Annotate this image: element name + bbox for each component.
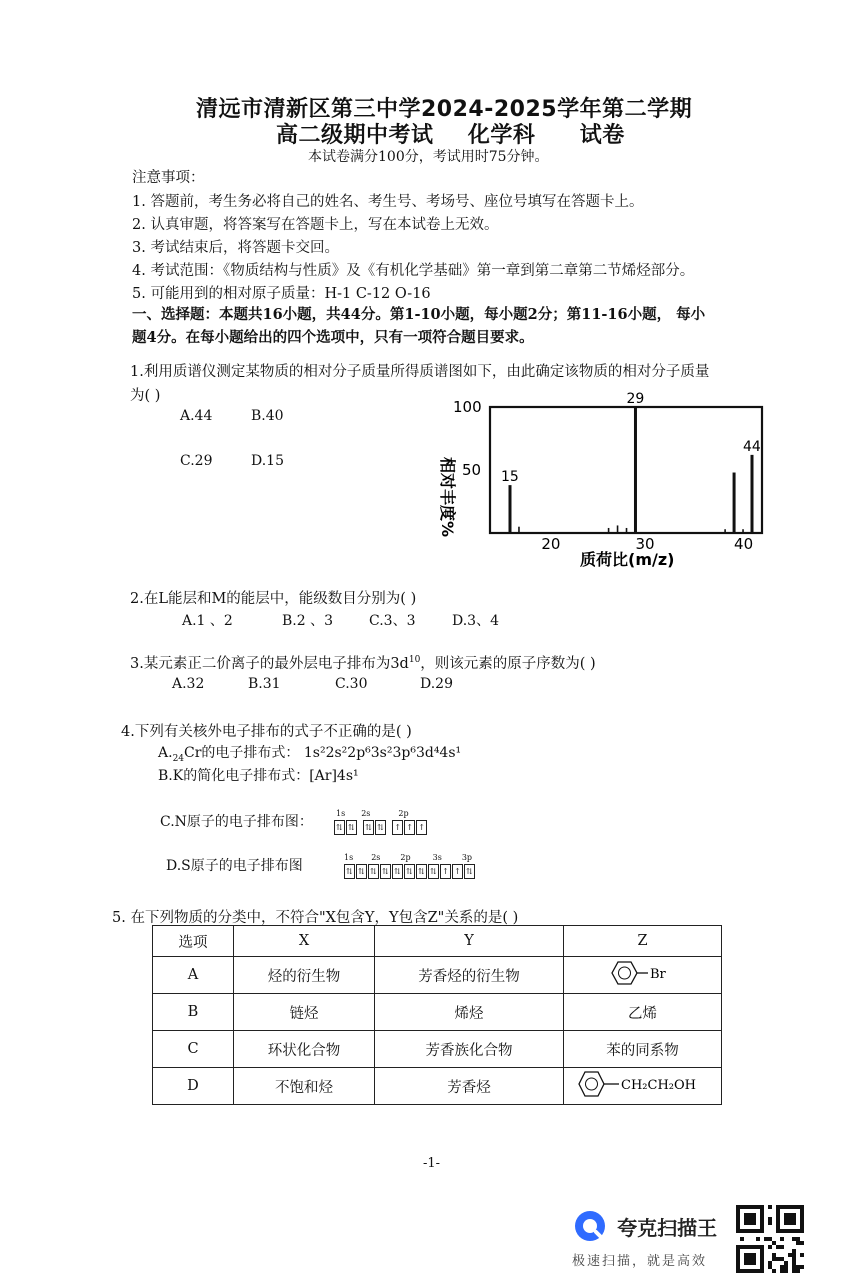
y-axis-label: 相对丰度%: [438, 457, 457, 538]
y-tick-label: 100: [453, 398, 482, 416]
q2-option-c: C.3、3: [369, 613, 416, 629]
notice-item: 2. 认真审题，将答案写在答题卡上，写在本试卷上无效。: [132, 217, 499, 233]
q4-option-b: B.K的简化电子排布式：[Ar]4s¹: [158, 768, 359, 784]
page-number: -1-: [423, 1156, 441, 1171]
q1-option-a: A.44: [180, 408, 213, 424]
q4-option-d: D.S原子的电子排布图: [166, 858, 303, 874]
mass-spectrum-chart: [420, 392, 770, 582]
table-row: C 环状化合物 芳香族化合物 苯的同系物: [153, 1031, 722, 1068]
scanner-watermark: [572, 1208, 717, 1244]
n-orbital-diagram: 1s 2s 2p ⇅ ⇅ ⇅ ⇅ ↑ ↑ ↑: [334, 807, 428, 835]
table-row: A 烃的衍生物 芳香烃的衍生物 Br: [153, 957, 722, 994]
notice-item: 4. 考试范围：《物质结构与性质》及《有机化学基础》第一章到第二章第二节烯烃部分。: [132, 263, 695, 279]
chart-frame: [490, 407, 762, 533]
classification-table: [152, 925, 722, 1105]
exam-title-line1: 清远市清新区第三中学2024-2025学年第二学期: [196, 97, 693, 122]
peak-label: 29: [626, 392, 645, 407]
s-orbital-diagram: 1s 2s 2p 3s 3p ⇅ ⇅ ⇅ ⇅ ⇅ ⇅ ⇅ ⇅ ↑ ↑ ⇅: [344, 851, 476, 879]
peak-label: 15: [501, 469, 519, 486]
table-header-row: [153, 926, 722, 957]
svg-text:Br: Br: [649, 967, 666, 982]
notice-item: 3. 考试结束后，将答题卡交回。: [132, 240, 339, 256]
q1-option-c: C.29: [180, 453, 213, 469]
phenylethanol-structure: [564, 1068, 722, 1105]
brand-name: 夸克扫描王: [617, 1215, 718, 1240]
x-tick-label: 20: [541, 535, 561, 553]
cr-configuration: 1s²2s²2p⁶3s²3p⁶3d⁴4s¹: [303, 745, 462, 761]
table-header: Z: [564, 926, 722, 957]
q4-option-a: $A._{24}Cr$的电子排布式： 1s²2s²2p⁶3s²3p⁶3d⁴4s¹: [158, 745, 462, 764]
q1-stem-line2: 为( ): [130, 388, 161, 404]
q5-stem: 5. 在下列物质的分类中，不符合"X包含Y，Y包含Z"关系的是( ): [112, 910, 519, 926]
x-tick-label: 40: [734, 535, 754, 553]
q3-option-b: B.31: [248, 676, 281, 692]
q2-option-b: B.2 、3: [282, 613, 334, 629]
notice-item: 5. 可能用到的相对原子质量：H-1 C-12 O-16: [132, 286, 431, 302]
table-header: 选项: [153, 926, 234, 957]
q3-option-d: D.29: [420, 676, 453, 692]
exam-subtitle: 本试卷满分100分，考试用时75分钟。: [308, 149, 549, 165]
exam-title-subject: 化学科: [467, 123, 536, 148]
q4-option-c: C.N原子的电子排布图：: [160, 814, 313, 830]
exam-title-grade: 高二级期中考试: [276, 123, 434, 148]
q1-option-d: D.15: [251, 453, 284, 469]
table-row: D 不饱和烃 芳香烃 CH₂CH₂OH: [153, 1068, 722, 1105]
q3-stem: 3.某元素正二价离子的最外层电子排布为$3d^{10}$，则该元素的原子序数为( ): [130, 655, 596, 672]
qr-code-icon: [736, 1205, 804, 1273]
q2-option-a: A.1 、2: [182, 613, 233, 629]
notice-heading: 注意事项：: [132, 170, 205, 186]
q3-option-c: C.30: [335, 676, 368, 692]
notice-item: 1. 答题前，考生务必将自己的姓名、考生号、考场号、座位号填写在答题卡上。: [132, 194, 644, 210]
benzene-ring-icon: [573, 1069, 713, 1099]
q1-stem-line1: 1.利用质谱仪测定某物质的相对分子质量所得质谱图如下，由此确定该物质的相对分子质量: [130, 364, 710, 380]
brand-slogan: 极速扫描，就是高效: [572, 1254, 708, 1269]
quark-logo-icon: [572, 1208, 608, 1244]
q2-option-d: D.3、4: [452, 613, 499, 629]
q3-option-a: A.32: [172, 676, 205, 692]
bromobenzene-structure: [564, 957, 722, 994]
q4-stem: 4.下列有关核外电子排布的式子不正确的是( ): [121, 724, 412, 740]
q2-stem: 2.在L能层和M的能层中，能级数目分别为( ): [130, 591, 417, 607]
table-row: B 链烃 烯烃 乙烯: [153, 994, 722, 1031]
section-instructions-line2: 题4分。在每小题给出的四个选项中，只有一项符合题目要求。: [132, 329, 534, 346]
y-tick-label: 50: [462, 461, 482, 479]
svg-text:CH₂CH₂OH: CH₂CH₂OH: [620, 1078, 696, 1093]
benzene-ring-icon: [598, 959, 688, 987]
table-header: Y: [375, 926, 564, 957]
x-tick-label: 30: [635, 535, 655, 553]
exam-title-line2: [276, 118, 625, 149]
exam-title-paper: 试卷: [579, 123, 625, 148]
q1-option-b: B.40: [251, 408, 284, 424]
x-axis-label: 质荷比(m/z): [580, 550, 675, 569]
peak-label: 44: [743, 438, 761, 455]
table-header: X: [234, 926, 375, 957]
section-instructions-line1: 一、选择题：本题共16小题，共44分。第1-10小题，每小题2分；第11-16小题， 每小: [132, 306, 706, 323]
